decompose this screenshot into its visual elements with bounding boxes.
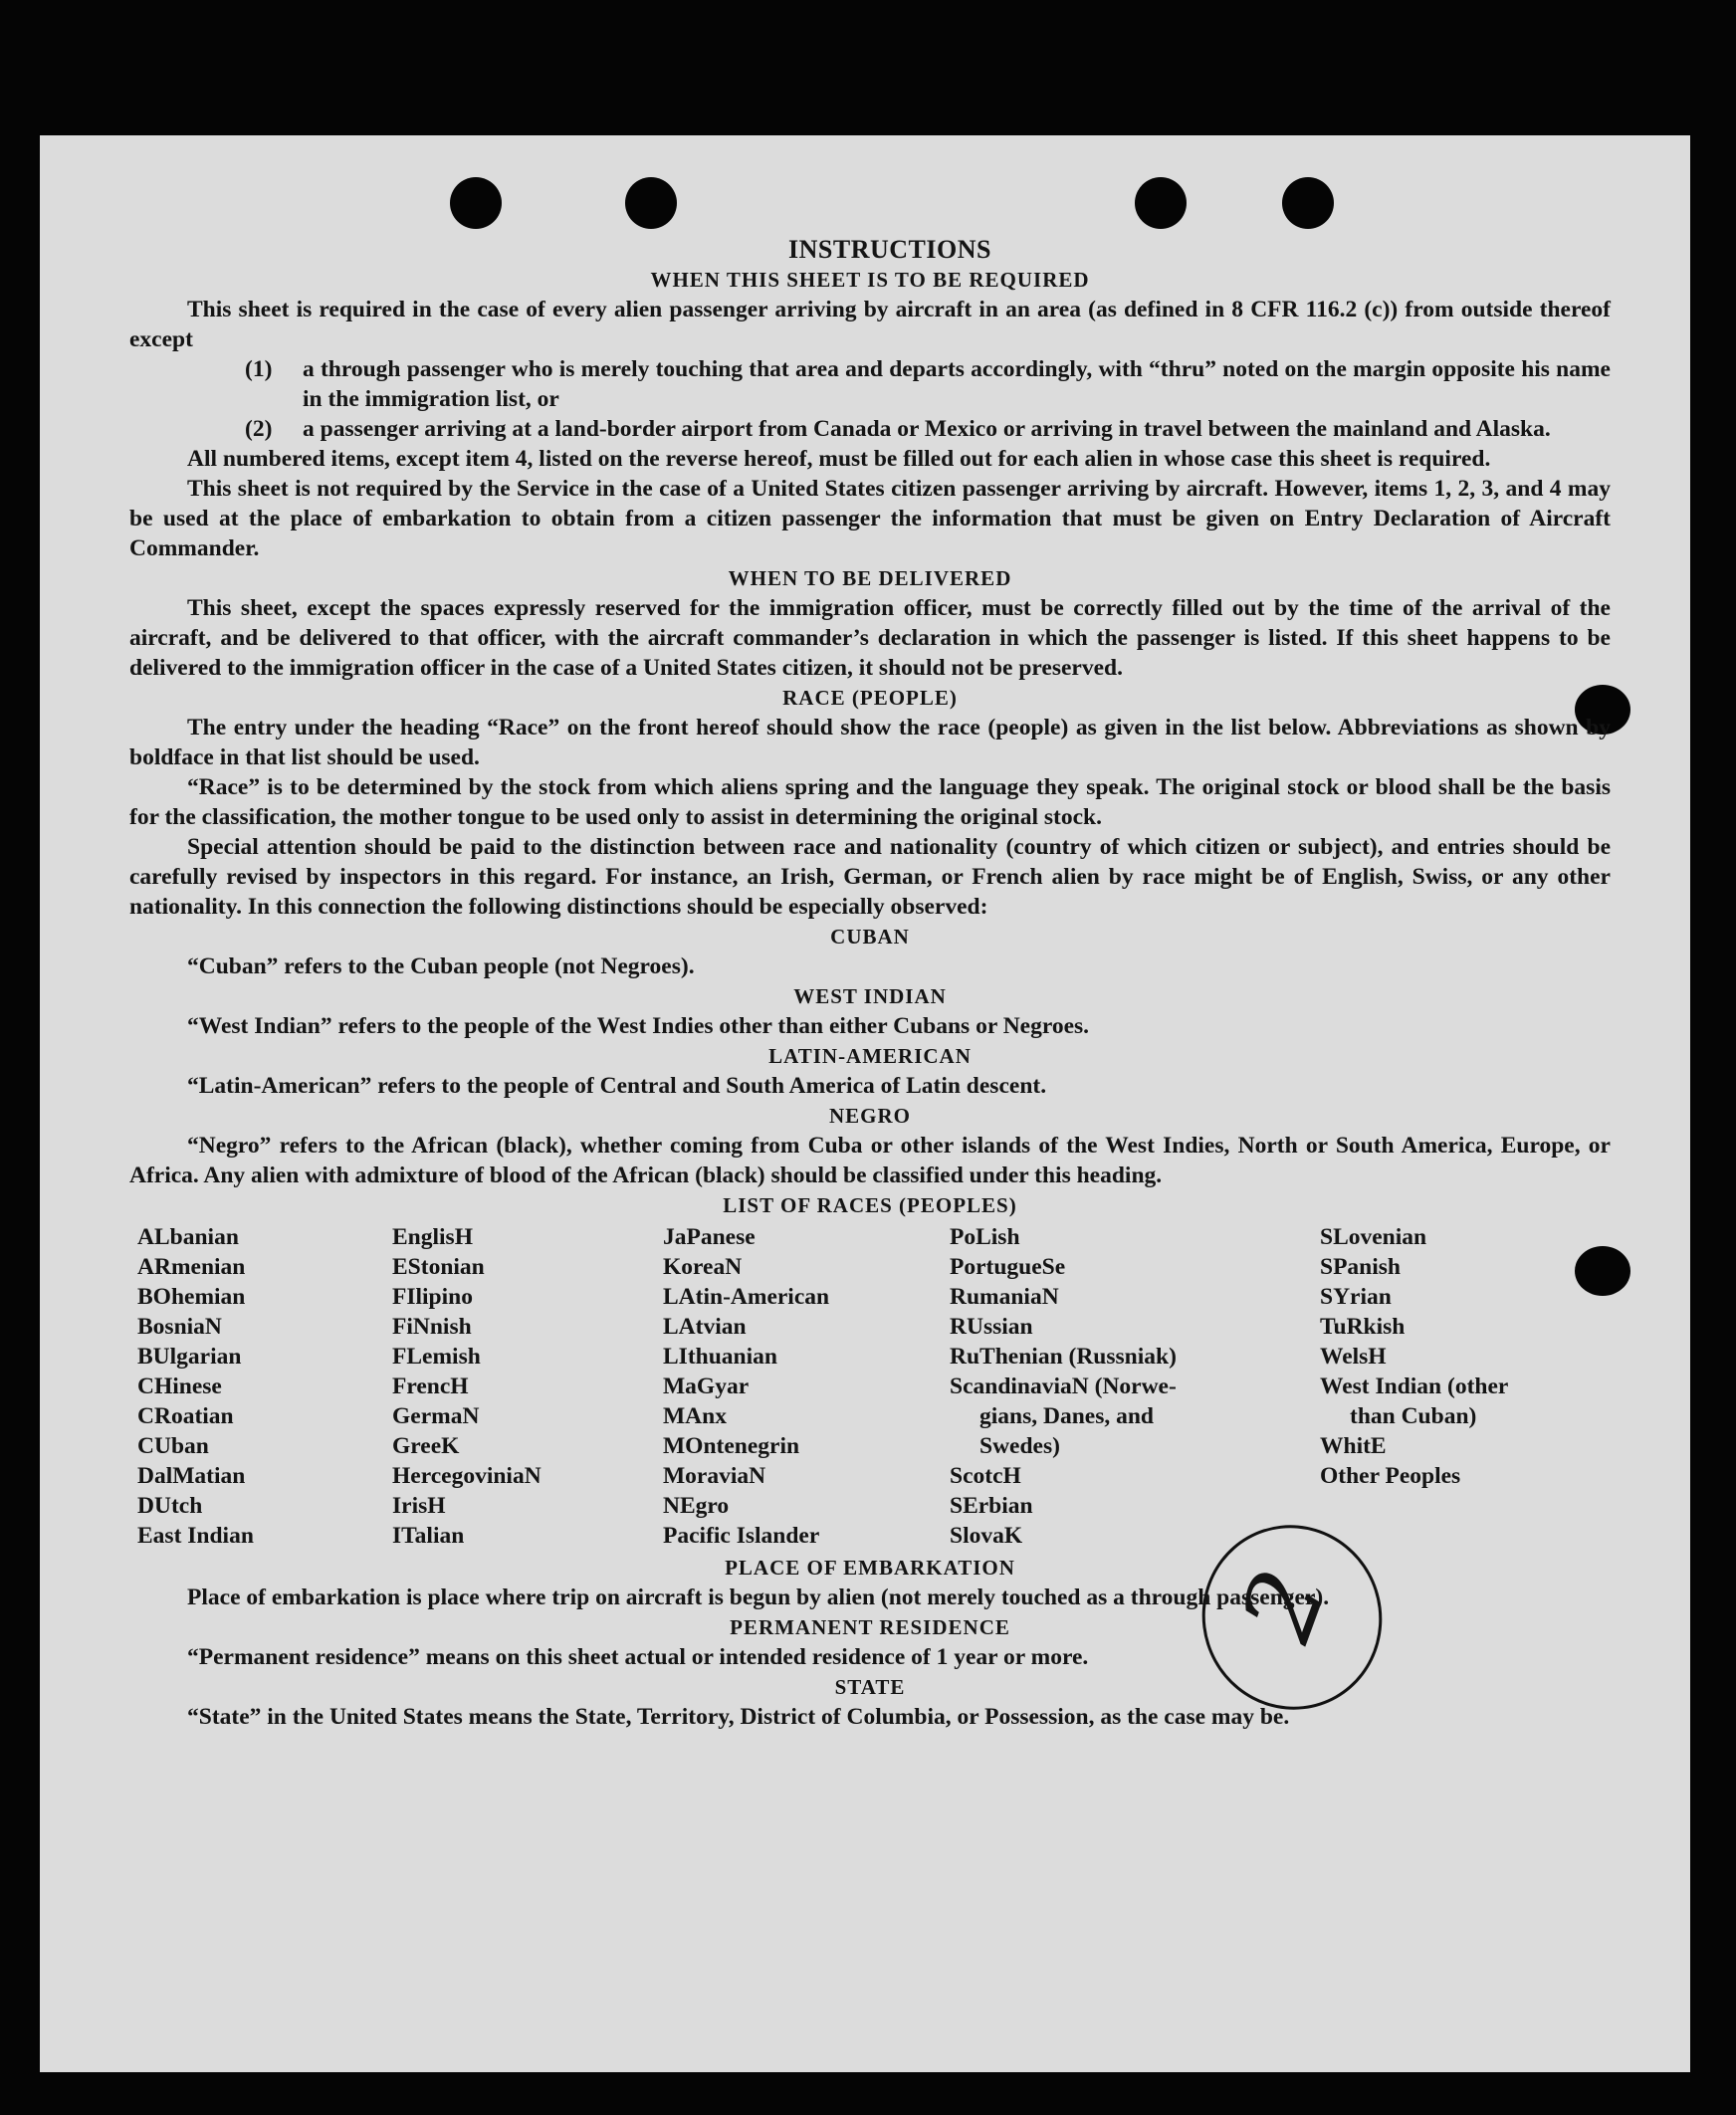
races-column	[1320, 1222, 1619, 1551]
paragraph: “Race” is to be determined by the stock from which aliens spring and the language they speak. The original stock or blood shall be the basis for the classification, the mother tongue to be used only to assist in determining the original stock.	[129, 774, 1611, 830]
race-entry: EnglisH	[392, 1224, 473, 1250]
race-entry: RumaniaN	[950, 1284, 1059, 1310]
list-item-number: (2)	[245, 416, 273, 442]
circled-mark-number: 2	[1217, 1555, 1350, 1655]
race-entry: PoLish	[950, 1224, 1020, 1250]
race-entry: East Indian	[137, 1523, 254, 1549]
paragraph: “Latin-American” refers to the people of Central and South America of Latin descent.	[187, 1073, 1047, 1099]
paragraph: This sheet is required in the case of every alien passenger arriving by aircraft in an area (as defined in 8 CFR 116.2 (c)) from outside thereof except	[129, 297, 1611, 352]
instructions-content	[129, 235, 1611, 1732]
list-item-text: a through passenger who is merely touching that area and departs accordingly, with “thru” noted on the margin opposite his name in the immigration list, or	[303, 356, 1611, 412]
section-heading-when-required: WHEN THIS SHEET IS TO BE REQUIRED	[650, 268, 1090, 292]
paragraph: “State” in the United States means the State, Territory, District of Columbia, or Possession, as the case may be.	[187, 1704, 1290, 1730]
paragraph: “West Indian” refers to the people of the West Indies other than either Cubans or Negroes.	[187, 1013, 1090, 1039]
race-entry: than Cuban)	[1350, 1403, 1477, 1429]
race-entry: ScotcH	[950, 1463, 1021, 1489]
race-entry: FrencH	[392, 1374, 469, 1399]
section-heading-list-of-races: LIST OF RACES (PEOPLES)	[723, 1193, 1017, 1217]
race-entry: WelsH	[1320, 1344, 1387, 1370]
paragraph: Place of embarkation is place where trip on aircraft is begun by alien (not merely touched as a through passenger).	[187, 1585, 1330, 1610]
paragraph: “Negro” refers to the African (black), whether coming from Cuba or other islands of the West Indies, North or South America, Europe, or Africa. Any alien with admixture of blood of the African (black) should be classified under this heading.	[129, 1133, 1611, 1188]
list-item-number: (1)	[245, 356, 273, 382]
race-entry: KoreaN	[663, 1254, 743, 1280]
section-heading-state: STATE	[834, 1675, 906, 1699]
section-heading-race: RACE (PEOPLE)	[782, 686, 958, 710]
race-entry: GermaN	[392, 1403, 480, 1429]
race-entry: ALbanian	[137, 1224, 239, 1250]
document-sheet	[40, 135, 1690, 2072]
race-entry: RUssian	[950, 1314, 1033, 1340]
race-entry: DUtch	[137, 1493, 203, 1519]
paragraph: Special attention should be paid to the distinction between race and nationality (country of which citizen or subject), and entries should be carefully revised by inspectors in this regard. For instance, an Irish, German, or French alien by race might be of English, Swiss, or any other nationality. In this connection the following distinctions should be especially observed:	[129, 834, 1611, 920]
race-entry: LAtvian	[663, 1314, 747, 1340]
race-entry: FLemish	[392, 1344, 481, 1370]
race-entry: Other Peoples	[1320, 1463, 1461, 1489]
races-list	[137, 1222, 1611, 1551]
race-entry: LIthuanian	[663, 1344, 777, 1370]
paragraph: The entry under the heading “Race” on the front hereof should show the race (people) as given in the list below. Abbreviations as shown by boldface in that list should be used.	[129, 715, 1611, 770]
punch-hole	[450, 177, 502, 229]
race-entry: SYrian	[1320, 1284, 1392, 1310]
paragraph: This sheet is not required by the Service in the case of a United States citizen passenger arriving by aircraft. However, items 1, 2, 3, and 4 may be used at the place of embarkation to obtain from a citizen passenger the information that must be given on Entry Declaration of Aircraft Commander.	[129, 476, 1611, 561]
race-entry: gians, Danes, and	[979, 1403, 1154, 1429]
race-entry: SlovaK	[950, 1523, 1023, 1549]
race-entry: IrisH	[392, 1493, 446, 1519]
race-entry: BUlgarian	[137, 1344, 242, 1370]
race-entry: LAtin-American	[663, 1284, 830, 1310]
section-heading-embarkation: PLACE OF EMBARKATION	[725, 1556, 1015, 1580]
race-entry: MoraviaN	[663, 1463, 766, 1489]
race-entry: West Indian (other	[1320, 1374, 1509, 1399]
paragraph: “Permanent residence” means on this sheet actual or intended residence of 1 year or more.	[187, 1644, 1089, 1670]
race-entry: MaGyar	[663, 1374, 750, 1399]
section-heading-latin-american: LATIN-AMERICAN	[768, 1044, 972, 1068]
section-heading-west-indian: WEST INDIAN	[793, 984, 947, 1008]
section-heading-when-delivered: WHEN TO BE DELIVERED	[728, 566, 1012, 590]
race-entry: MAnx	[663, 1403, 727, 1429]
race-entry: FiNnish	[392, 1314, 472, 1340]
race-entry: MOntenegrin	[663, 1433, 800, 1459]
race-entry: EStonian	[392, 1254, 485, 1280]
list-item	[245, 414, 1611, 444]
races-column	[663, 1222, 950, 1551]
race-entry: RuThenian (Russniak)	[950, 1344, 1177, 1370]
race-entry: ARmenian	[137, 1254, 246, 1280]
race-entry: JaPanese	[663, 1224, 756, 1250]
races-column	[392, 1222, 663, 1551]
race-entry: CRoatian	[137, 1403, 234, 1429]
punch-hole	[625, 177, 677, 229]
race-entry: FIlipino	[392, 1284, 473, 1310]
list-item-text: a passenger arriving at a land-border airport from Canada or Mexico or arriving in travel between the mainland and Alaska.	[303, 416, 1551, 442]
page-title: INSTRUCTIONS	[788, 235, 991, 264]
race-entry: Pacific Islander	[663, 1523, 820, 1549]
race-entry: TuRkish	[1320, 1314, 1406, 1340]
race-entry: CHinese	[137, 1374, 222, 1399]
race-entry: BosniaN	[137, 1314, 222, 1340]
races-column	[137, 1222, 392, 1551]
races-column	[950, 1222, 1320, 1551]
list-item	[245, 354, 1611, 414]
race-entry: SLovenian	[1320, 1224, 1427, 1250]
race-entry: ScandinaviaN (Norwe-	[950, 1374, 1177, 1399]
race-entry: CUban	[137, 1433, 209, 1459]
section-heading-negro: NEGRO	[828, 1104, 911, 1128]
paragraph: All numbered items, except item 4, listed on the reverse hereof, must be filled out for each alien in whose case this sheet is required.	[187, 446, 1491, 472]
punch-hole	[1282, 177, 1334, 229]
race-entry: ITalian	[392, 1523, 465, 1549]
race-entry: SPanish	[1320, 1254, 1401, 1280]
race-entry: GreeK	[392, 1433, 460, 1459]
paragraph: This sheet, except the spaces expressly reserved for the immigration officer, must be correctly filled out by the time of the arrival of the aircraft, and be delivered to that officer, with the aircraft commander’s declaration in which the passenger is listed. If this sheet happens to be delivered to the immigration officer in the case of a United States citizen, it should not be preserved.	[129, 595, 1611, 681]
race-entry: NEgro	[663, 1493, 730, 1519]
race-entry: HercegoviniaN	[392, 1463, 542, 1489]
race-entry: PortugueSe	[950, 1254, 1066, 1280]
race-entry: DalMatian	[137, 1463, 246, 1489]
race-entry: Swedes)	[979, 1433, 1060, 1459]
race-entry: SErbian	[950, 1493, 1033, 1519]
punch-hole	[1135, 177, 1187, 229]
section-heading-cuban: CUBAN	[830, 925, 910, 949]
race-entry: BOhemian	[137, 1284, 246, 1310]
race-entry: WhitE	[1320, 1433, 1387, 1459]
section-heading-residence: PERMANENT RESIDENCE	[730, 1615, 1010, 1639]
paragraph: “Cuban” refers to the Cuban people (not Negroes).	[187, 953, 695, 979]
